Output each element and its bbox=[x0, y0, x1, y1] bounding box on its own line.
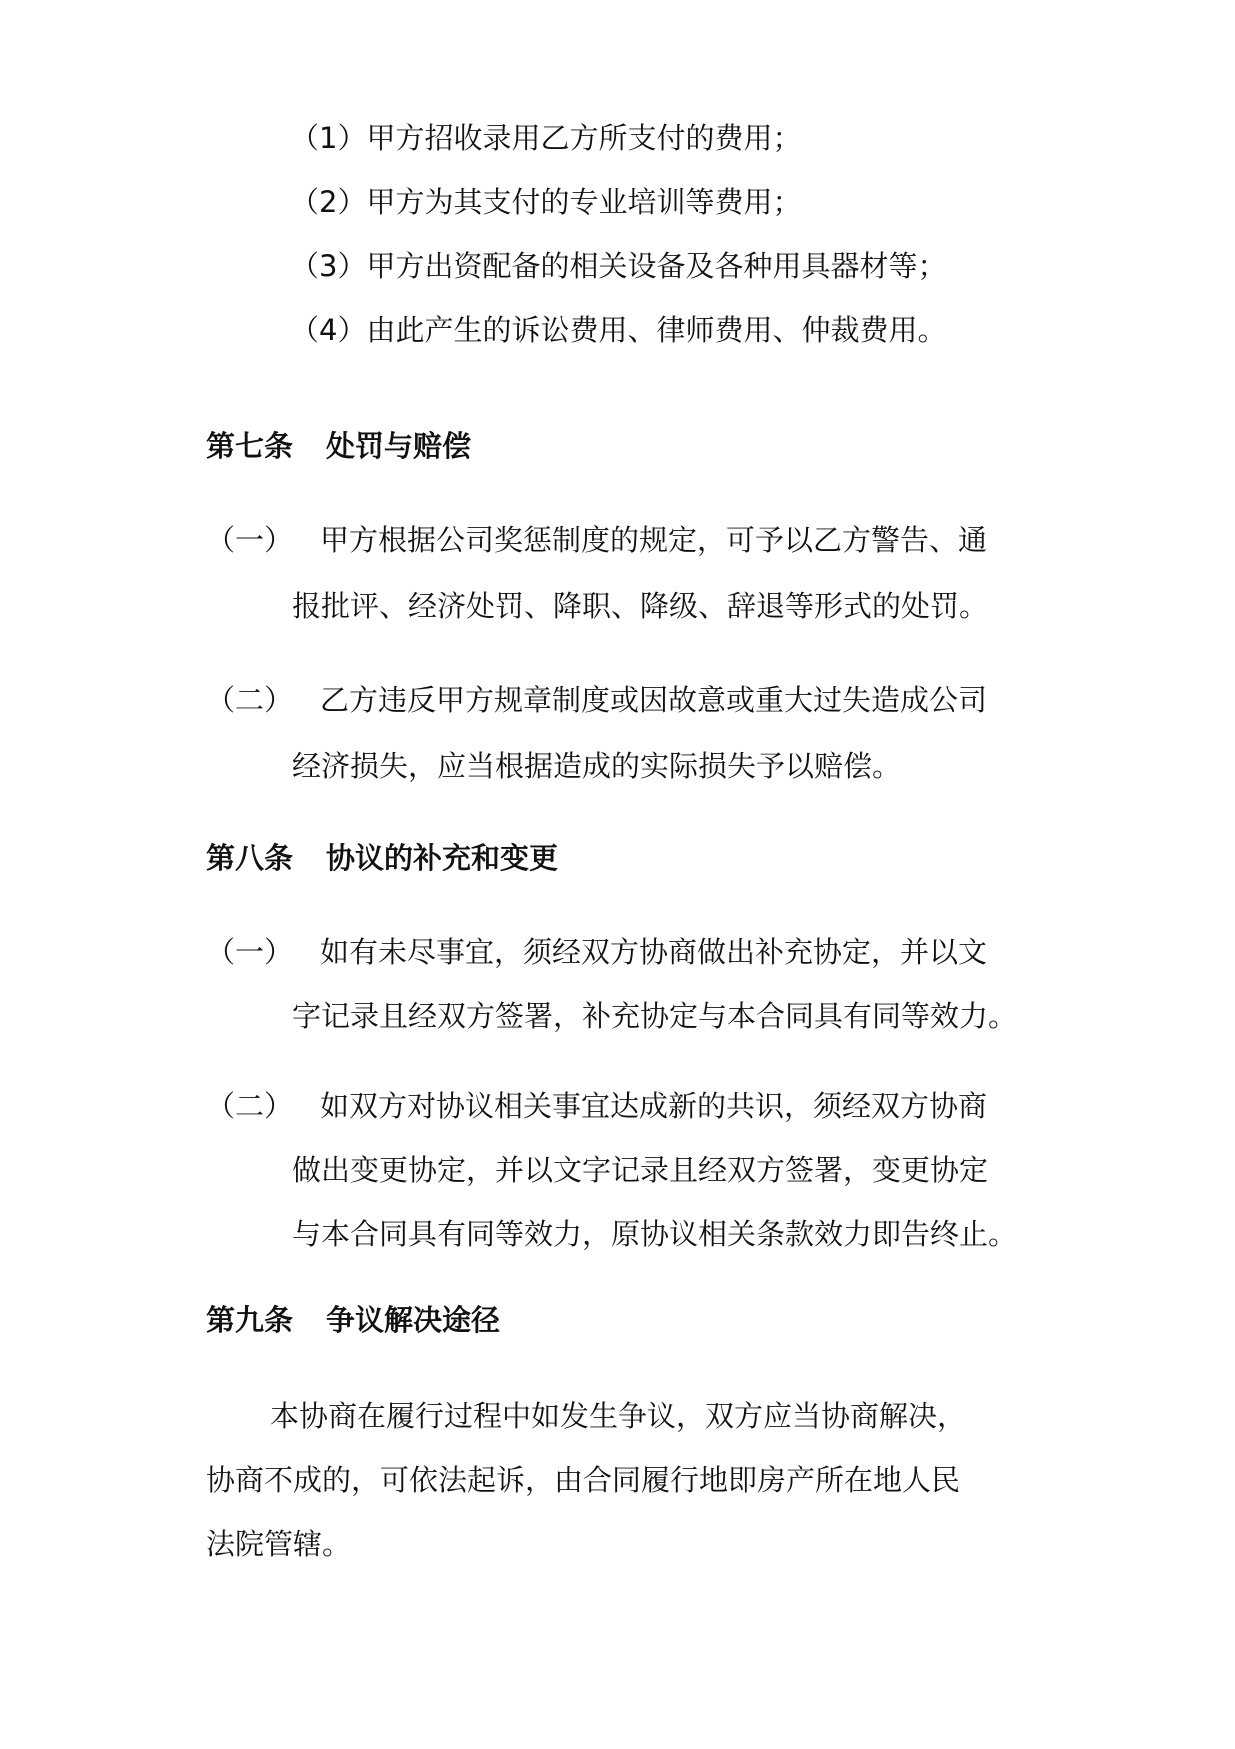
clause-marker: （一） bbox=[206, 935, 294, 969]
clause-line: 做出变更协定，并以文字记录且经双方签署，变更协定 bbox=[292, 1153, 989, 1187]
article-number: 第七条 bbox=[206, 429, 294, 463]
clause-line: 字记录且经双方签署，补充协定与本合同具有同等效力。 bbox=[292, 999, 1018, 1033]
list-item: （4）由此产生的诉讼费用、律师费用、仲裁费用。 bbox=[290, 313, 947, 347]
clause-line bbox=[206, 1086, 987, 1126]
article-title: 处罚与赔偿 bbox=[326, 429, 472, 463]
list-item: （1）甲方招收录用乙方所支付的费用； bbox=[290, 121, 802, 155]
clause-text: 如双方对协议相关事宜达成新的共识，须经双方协商 bbox=[320, 1089, 988, 1123]
article-heading-7 bbox=[206, 426, 471, 466]
article-title: 争议解决途径 bbox=[326, 1303, 501, 1337]
paragraph-line: 本协商在履行过程中如发生争议，双方应当协商解决， bbox=[270, 1399, 967, 1433]
clause-line: 经济损失，应当根据造成的实际损失予以赔偿。 bbox=[292, 749, 902, 783]
clause-line bbox=[206, 680, 987, 720]
list-item: （2）甲方为其支付的专业培训等费用； bbox=[290, 185, 802, 219]
article-heading-8 bbox=[206, 838, 558, 878]
article-number: 第九条 bbox=[206, 1303, 294, 1337]
paragraph-line: 法院管辖。 bbox=[206, 1527, 352, 1561]
clause-text: 甲方根据公司奖惩制度的规定，可予以乙方警告、通 bbox=[320, 523, 988, 557]
clause-marker: （二） bbox=[206, 1089, 294, 1123]
article-heading-9 bbox=[206, 1300, 500, 1340]
clause-line: 与本合同具有同等效力，原协议相关条款效力即告终止。 bbox=[292, 1217, 1018, 1251]
clause-line: 报批评、经济处罚、降职、降级、辞退等形式的处罚。 bbox=[292, 589, 989, 623]
list-item: （3）甲方出资配备的相关设备及各种用具器材等； bbox=[290, 249, 947, 283]
article-title: 协议的补充和变更 bbox=[326, 841, 559, 875]
clause-marker: （二） bbox=[206, 683, 294, 717]
paragraph-line: 协商不成的，可依法起诉，由合同履行地即房产所在地人民 bbox=[206, 1463, 961, 1497]
clause-line bbox=[206, 932, 987, 972]
clause-marker: （一） bbox=[206, 523, 294, 557]
article-number: 第八条 bbox=[206, 841, 294, 875]
clause-text: 如有未尽事宜，须经双方协商做出补充协定，并以文 bbox=[320, 935, 988, 969]
clause-line bbox=[206, 520, 987, 560]
clause-text: 乙方违反甲方规章制度或因故意或重大过失造成公司 bbox=[320, 683, 988, 717]
